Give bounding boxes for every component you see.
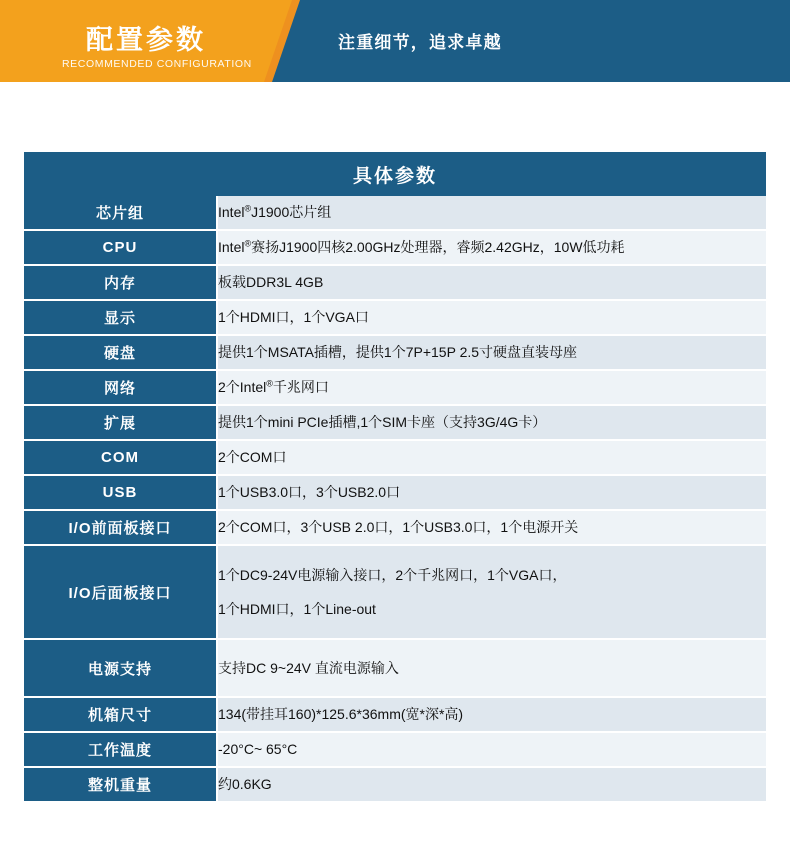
banner-subtitle: 注重细节，追求卓越 bbox=[338, 33, 502, 52]
spec-label-cell: 芯片组 bbox=[24, 196, 217, 230]
spec-value-cell bbox=[217, 440, 766, 475]
spec-value-line: 2个COM口，3个USB 2.0口，1个USB3.0口，1个电源开关 bbox=[218, 519, 579, 536]
spec-value-line: Intel®J1900芯片组 bbox=[218, 203, 332, 221]
page-banner bbox=[0, 0, 790, 82]
spec-value-line: 1个DC9-24V电源输入接口，2个千兆网口，1个VGA口， bbox=[218, 566, 567, 583]
spec-value-cell bbox=[217, 405, 766, 440]
spec-value-cell bbox=[217, 475, 766, 510]
spec-value-cell bbox=[217, 545, 766, 639]
spec-value-cell bbox=[217, 335, 766, 370]
spec-value-line: Intel®赛扬J1900四核2.00GHz处理器，睿频2.42GHz，10W低功耗 bbox=[218, 238, 625, 256]
spec-label-cell: I/O后面板接口 bbox=[24, 545, 217, 639]
spec-label-cell: I/O前面板接口 bbox=[24, 510, 217, 545]
table-row bbox=[24, 335, 766, 370]
spec-table-container bbox=[24, 152, 766, 803]
table-row bbox=[24, 230, 766, 265]
spec-value-cell bbox=[217, 230, 766, 265]
spec-value-line: 提供1个MSATA插槽，提供1个7P+15P 2.5寸硬盘直装母座 bbox=[218, 344, 578, 361]
spec-value-cell bbox=[217, 196, 766, 230]
spec-value-cell bbox=[217, 732, 766, 767]
spec-value-line: 2个Intel®千兆网口 bbox=[218, 378, 329, 396]
spec-value-line: -20°C~ 65°C bbox=[218, 741, 298, 758]
table-row bbox=[24, 767, 766, 802]
spec-value-cell bbox=[217, 300, 766, 335]
table-row bbox=[24, 370, 766, 405]
spec-table bbox=[24, 196, 766, 803]
spec-label-cell: 网络 bbox=[24, 370, 217, 405]
spec-label-cell: 电源支持 bbox=[24, 639, 217, 697]
spec-label-cell: 硬盘 bbox=[24, 335, 217, 370]
spec-value-line: 134(带挂耳160)*125.6*36mm(宽*深*高) bbox=[218, 706, 464, 723]
banner-title-chinese: 配置参数 bbox=[86, 25, 206, 55]
spec-value-line: 支持DC 9~24V 直流电源输入 bbox=[218, 659, 399, 676]
spec-label-cell: 整机重量 bbox=[24, 767, 217, 802]
spec-value-cell bbox=[217, 510, 766, 545]
spec-value-line: 提供1个mini PCIe插槽,1个SIM卡座（支持3G/4G卡） bbox=[218, 414, 547, 431]
table-row bbox=[24, 639, 766, 697]
table-row bbox=[24, 196, 766, 230]
spec-value-cell bbox=[217, 639, 766, 697]
table-row bbox=[24, 545, 766, 639]
spec-value-line: 板载DDR3L 4GB bbox=[218, 274, 324, 291]
spec-value-line: 1个USB3.0口，3个USB2.0口 bbox=[218, 484, 401, 501]
table-row bbox=[24, 440, 766, 475]
spec-label-cell: 工作温度 bbox=[24, 732, 217, 767]
table-row bbox=[24, 732, 766, 767]
spec-value-line: 1个HDMI口，1个Line-out bbox=[218, 601, 376, 617]
table-row bbox=[24, 697, 766, 732]
table-row bbox=[24, 300, 766, 335]
spec-value-cell bbox=[217, 697, 766, 732]
spec-label-cell: CPU bbox=[24, 230, 217, 265]
spec-value-cell bbox=[217, 265, 766, 300]
spec-label-cell: COM bbox=[24, 440, 217, 475]
table-row bbox=[24, 510, 766, 545]
spec-label-cell: 显示 bbox=[24, 300, 217, 335]
table-row bbox=[24, 265, 766, 300]
spec-value-line: 1个HDMI口，1个VGA口 bbox=[218, 309, 369, 326]
spec-value-line: 2个COM口 bbox=[218, 449, 287, 466]
spec-label-cell: USB bbox=[24, 475, 217, 510]
spec-label-cell: 机箱尺寸 bbox=[24, 697, 217, 732]
spec-value-line: 约0.6KG bbox=[218, 776, 272, 793]
spec-table-header: 具体参数 bbox=[24, 152, 766, 196]
spec-value-cell bbox=[217, 370, 766, 405]
table-row bbox=[24, 405, 766, 440]
spec-value-cell bbox=[217, 767, 766, 802]
spec-label-cell: 内存 bbox=[24, 265, 217, 300]
table-row bbox=[24, 475, 766, 510]
spec-label-cell: 扩展 bbox=[24, 405, 217, 440]
banner-title-english: RECOMMENDED CONFIGURATION bbox=[62, 58, 252, 70]
